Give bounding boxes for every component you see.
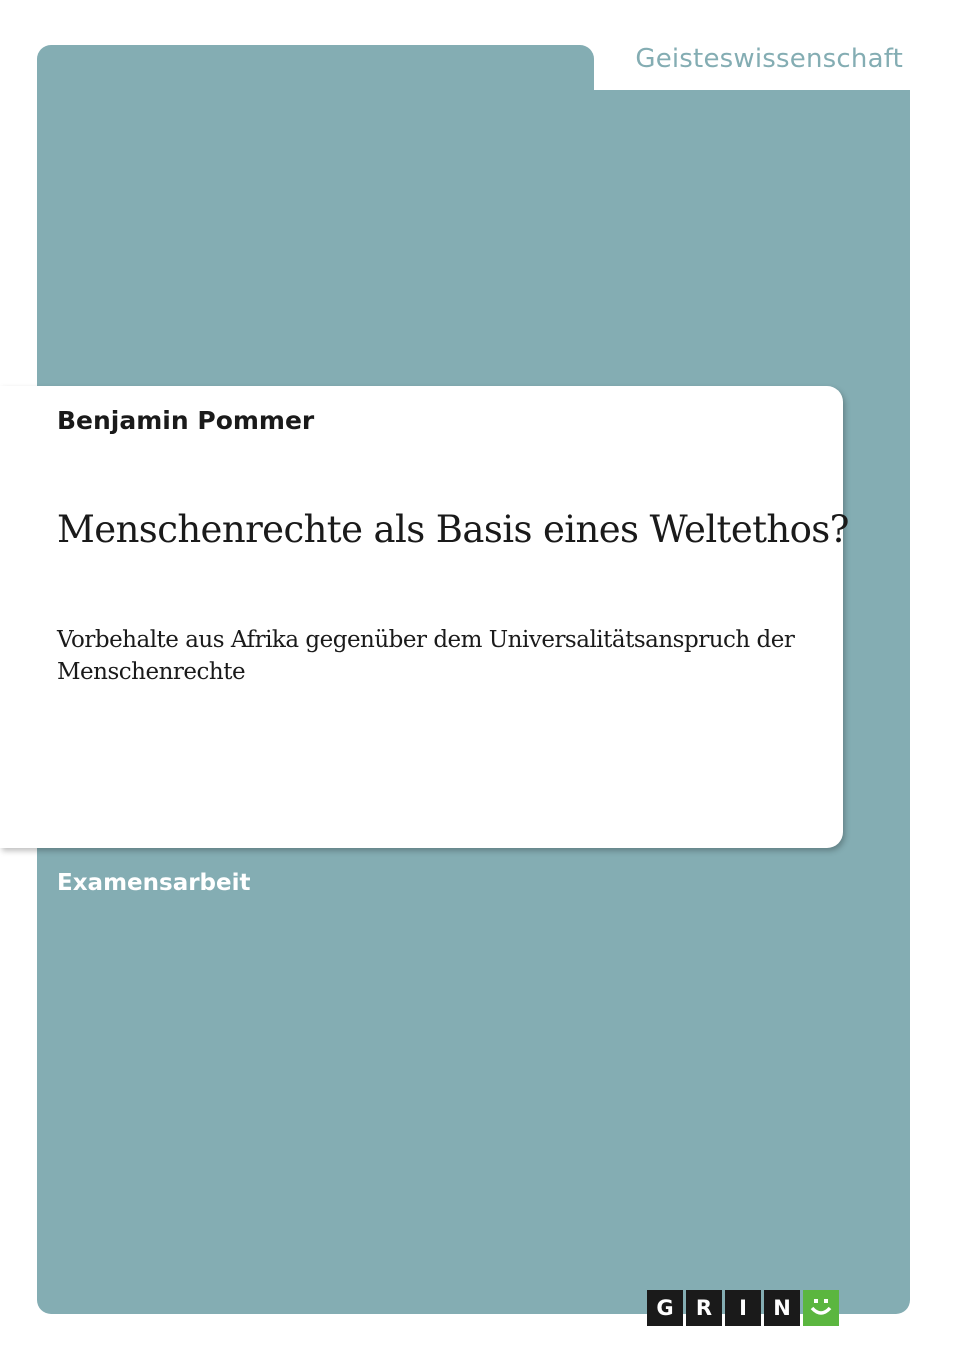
book-title: Menschenrechte als Basis eines Weltethos? <box>57 508 849 551</box>
publisher-logo <box>647 1290 839 1326</box>
logo-letter-g: G <box>647 1290 683 1326</box>
title-card <box>0 386 849 848</box>
logo-letter-i: I <box>725 1290 761 1326</box>
logo-letter-r: R <box>686 1290 722 1326</box>
document-type: Examensarbeit <box>57 870 251 896</box>
smile-icon <box>803 1290 839 1326</box>
category-label: Geisteswissenschaft <box>635 44 903 74</box>
book-subtitle: Vorbehalte aus Afrika gegenüber dem Universalitätsanspruch der Menschenrechte <box>57 627 795 685</box>
author-name: Benjamin Pommer <box>57 406 315 435</box>
logo-letter-n: N <box>764 1290 800 1326</box>
